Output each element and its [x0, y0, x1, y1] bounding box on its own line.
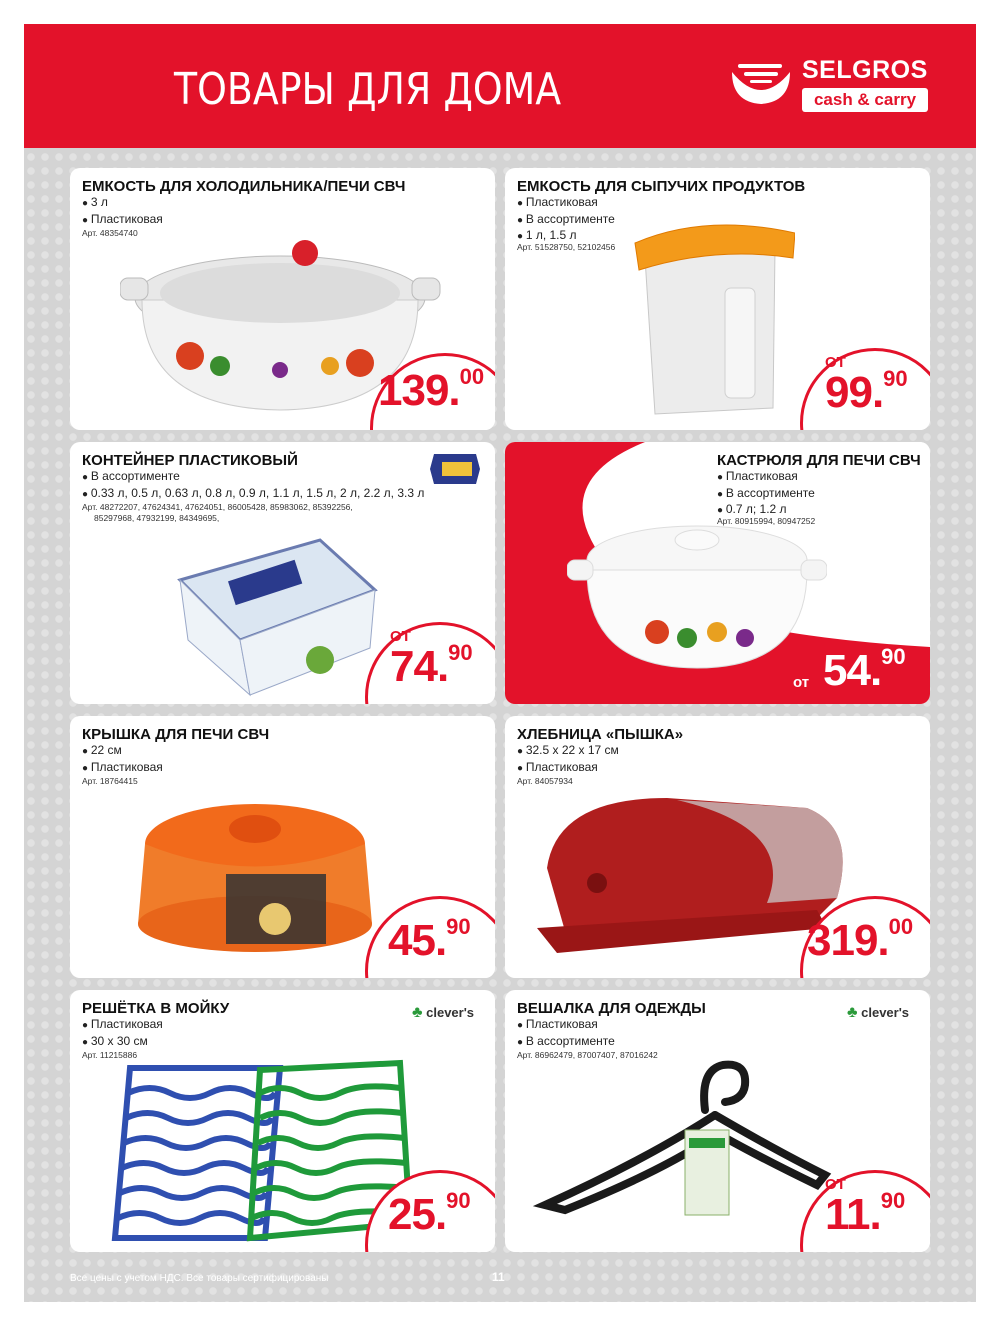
clevers-brand-logo	[847, 1004, 909, 1022]
price-value: 99.	[825, 368, 884, 417]
product-features	[82, 195, 163, 228]
product-title: ВЕШАЛКА ДЛЯ ОДЕЖДЫ	[517, 1000, 706, 1017]
price-cents: 90	[881, 644, 906, 669]
orange-lid-image	[130, 794, 380, 964]
sink-mats-image	[110, 1058, 410, 1248]
price-value: 45.	[388, 916, 447, 965]
microwave-casserole-image	[567, 520, 827, 670]
price-value: 11.	[825, 1190, 881, 1239]
product-card-plastic-container[interactable]	[70, 442, 495, 704]
product-title: ХЛЕБНИЦА «ПЫШКА»	[517, 726, 684, 743]
product-title: КРЫШКА ДЛЯ ПЕЧИ СВЧ	[82, 726, 270, 743]
feature-item: ● В ассортименте	[717, 486, 815, 503]
product-card-sink-mat[interactable]	[70, 990, 495, 1252]
price-cents: 90	[883, 366, 908, 391]
product-card-microwave-lid[interactable]	[70, 716, 495, 978]
price	[378, 366, 484, 416]
product-title: РЕШЁТКА В МОЙКУ	[82, 1000, 230, 1017]
feature-item: ● В ассортименте	[82, 469, 424, 486]
price-value: 319.	[807, 916, 889, 965]
brand-badge-icon	[428, 452, 482, 486]
brand-text: clever's	[426, 1005, 475, 1020]
product-features	[517, 195, 615, 245]
price	[823, 646, 906, 696]
price	[390, 642, 473, 692]
footer-disclaimer: Все цены с учетом НДС. Все товары сертифицированы	[70, 1273, 329, 1284]
hanger-image	[525, 1040, 835, 1230]
product-card-food-container[interactable]	[70, 168, 495, 430]
price-from-label: от	[793, 674, 810, 691]
price-from-label: ОТ	[825, 354, 846, 371]
article-number: Арт. 51528750, 52102456	[517, 242, 616, 252]
page-number: 11	[492, 1270, 505, 1284]
feature-item: ● Пластиковая	[717, 469, 815, 486]
product-card-bulk-container[interactable]	[505, 168, 930, 430]
price-value: 25.	[388, 1190, 447, 1239]
product-card-bread-box[interactable]	[505, 716, 930, 978]
article-number: Арт. 86962479, 87007407, 87016242	[517, 1050, 658, 1060]
feature-item: ● В ассортименте	[517, 1034, 615, 1051]
product-features	[517, 743, 619, 776]
feature-item: ● 32.5 х 22 х 17 см	[517, 743, 619, 760]
price-from-label: ОТ	[390, 628, 411, 645]
product-features	[717, 469, 815, 519]
price-cents: 90	[446, 914, 471, 939]
price-cents: 90	[880, 1188, 906, 1213]
article-number: Арт. 84057934	[517, 776, 573, 786]
price-cents: 90	[446, 1188, 471, 1213]
article-number: Арт. 48272207, 47624341, 47624051, 86005428, 85983062, 85392256,	[82, 502, 353, 512]
feature-item: ● 0.7 л; 1.2 л	[717, 502, 815, 519]
product-features	[82, 743, 163, 776]
bread-box-image	[527, 788, 847, 958]
feature-item: ● 1 л, 1.5 л	[517, 228, 615, 245]
page-title: ТОВАРЫ ДЛЯ ДОМА	[174, 64, 562, 115]
article-number: Арт. 48354740	[82, 228, 138, 238]
selgros-plate-icon	[730, 58, 792, 106]
article-number: Арт. 18764415	[82, 776, 138, 786]
brand-tagline: cash & carry	[802, 88, 928, 112]
clover-icon: ♣	[847, 1004, 858, 1021]
article-number-continued: 85297968, 47932199, 84349695,	[94, 513, 220, 523]
brand-name: SELGROS	[802, 56, 928, 84]
price	[388, 1190, 471, 1240]
feature-item: ● 0.33 л, 0.5 л, 0.63 л, 0.8 л, 0.9 л, 1.1 л, 1.5 л, 2 л, 2.2 л, 3.3 л	[82, 486, 424, 503]
plastic-container-image	[170, 530, 380, 700]
feature-item: ● 22 см	[82, 743, 163, 760]
feature-item: ● 3 л	[82, 195, 163, 212]
brand-text: clever's	[861, 1005, 910, 1020]
article-number: Арт. 11215886	[82, 1050, 138, 1060]
feature-item: ● Пластиковая	[517, 760, 619, 777]
bulk-container-image	[625, 218, 795, 418]
price-cents: 90	[448, 640, 473, 665]
price	[825, 368, 908, 418]
feature-item: ● Пластиковая	[82, 212, 163, 229]
selgros-logo	[730, 56, 930, 116]
price-from-label: ОТ	[825, 1176, 846, 1193]
article-number: Арт. 80915994, 80947252	[717, 516, 816, 526]
price	[807, 916, 913, 966]
clevers-brand-logo	[412, 1004, 474, 1022]
product-features	[82, 469, 424, 502]
price-value: 139.	[378, 366, 460, 415]
product-title: ЕМКОСТЬ ДЛЯ СЫПУЧИХ ПРОДУКТОВ	[517, 178, 806, 195]
feature-item: ● Пластиковая	[517, 1017, 615, 1034]
feature-item: ● Пластиковая	[82, 760, 163, 777]
price	[388, 916, 471, 966]
product-card-clothes-hanger[interactable]	[505, 990, 930, 1252]
feature-item: ● В ассортименте	[517, 212, 615, 229]
feature-item: ● Пластиковая	[517, 195, 615, 212]
feature-item: ● 30 х 30 см	[82, 1034, 163, 1051]
clover-icon: ♣	[412, 1004, 423, 1021]
feature-item: ● Пластиковая	[82, 1017, 163, 1034]
price-value: 74.	[390, 642, 449, 691]
price	[825, 1190, 905, 1240]
product-title: ЕМКОСТЬ ДЛЯ ХОЛОДИЛЬНИКА/ПЕЧИ СВЧ	[82, 178, 406, 195]
price-cents: 00	[888, 914, 914, 939]
price-value: 54.	[823, 646, 882, 695]
price-cents: 00	[459, 364, 485, 389]
product-title: КОНТЕЙНЕР ПЛАСТИКОВЫЙ	[82, 452, 298, 469]
product-features	[82, 1017, 163, 1050]
product-title: КАСТРЮЛЯ ДЛЯ ПЕЧИ СВЧ	[717, 452, 921, 469]
product-card-microwave-pot[interactable]	[505, 442, 930, 704]
